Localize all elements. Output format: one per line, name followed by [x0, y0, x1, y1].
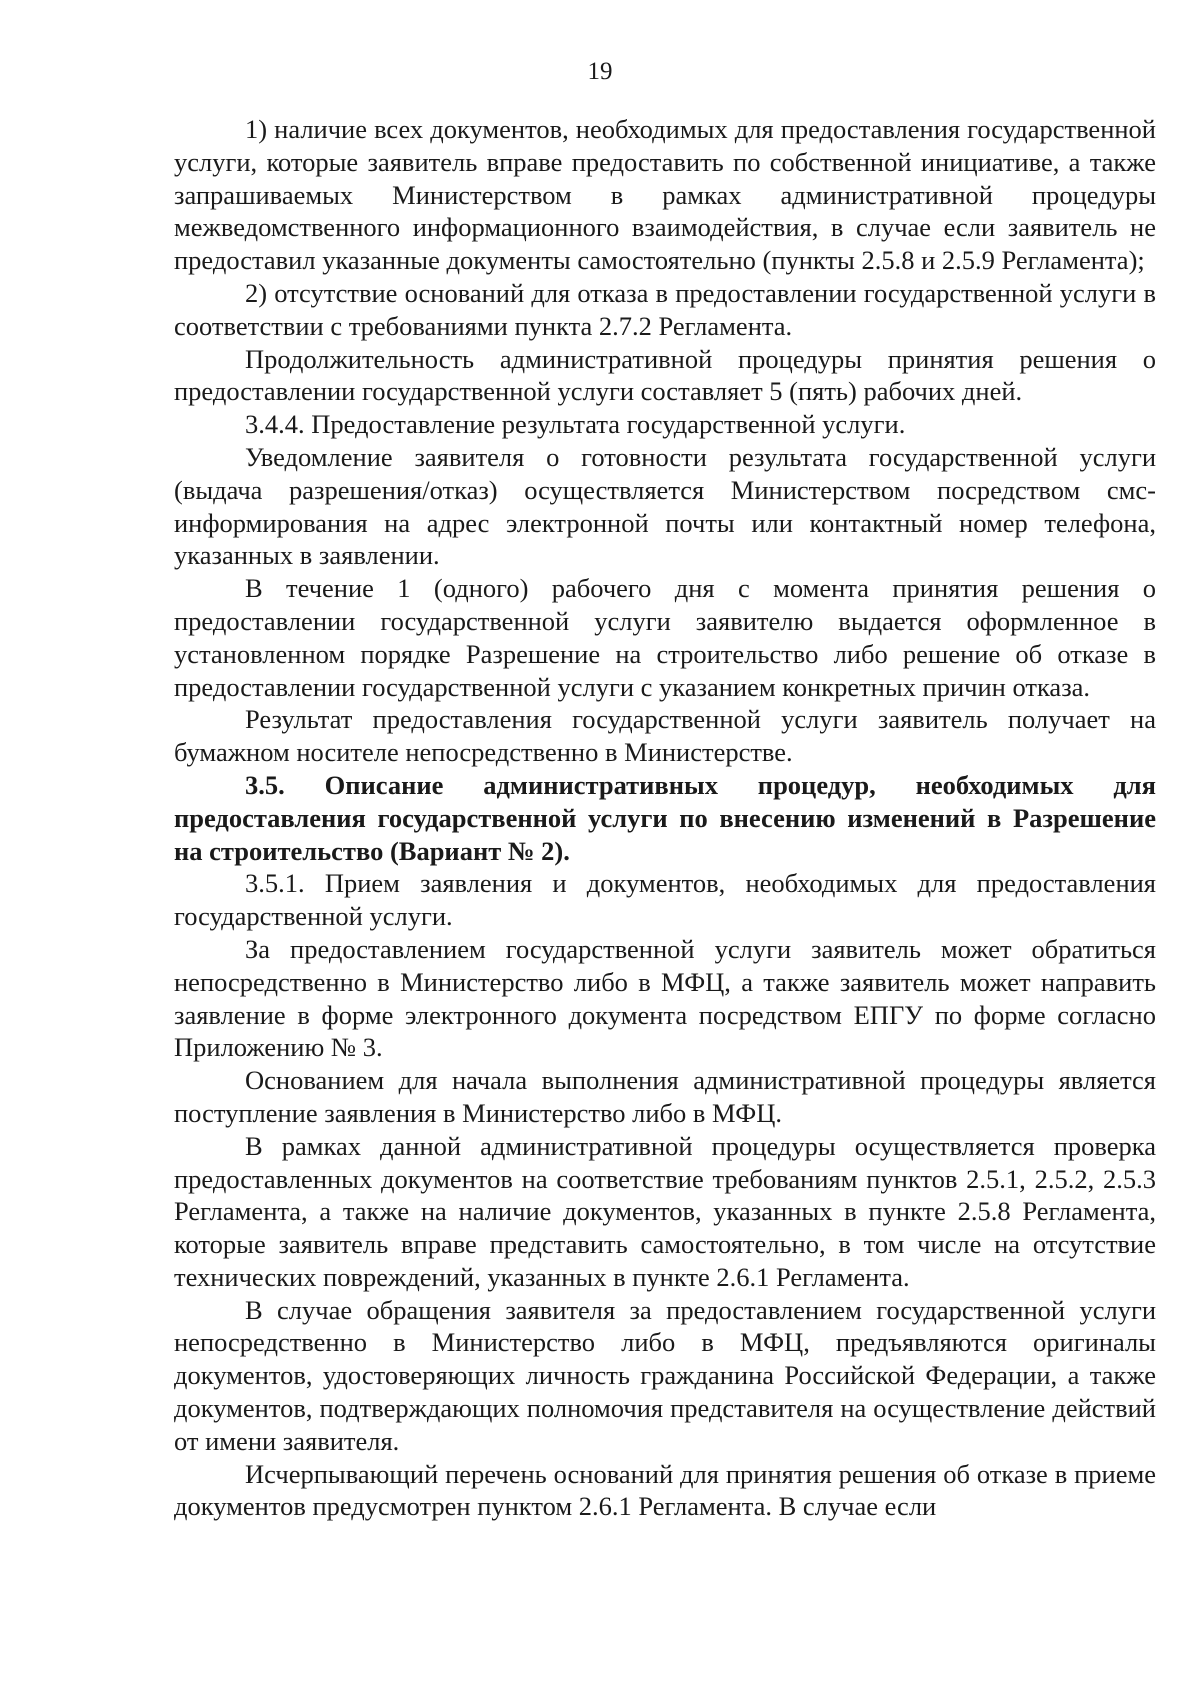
paragraph-issuance: В течение 1 (одного) рабочего дня с момента принятия решения о предоставлении государственной услуги заявителю выдается оформленное в установленном порядке Разрешение на строительство либо решение об отказе в предоставлении государственной услуги с указанием конкретных причин отказа. [174, 573, 1156, 702]
paragraph-notification: Уведомление заявителя о готовности результата государственной услуги (выдача разрешения/отказ) осуществляется Министерством посредством смс-информирования на адрес электронной почты или контактный номер телефона, указанных в заявлении. [174, 441, 1156, 571]
paragraph-originals: В случае обращения заявителя за предоставлением государственной услуги непосредственно в Министерство либо в МФЦ, предъявляются оригиналы документов, удостоверяющих личность гражданина Российской Федерации, а также документов, подтверждающих полномочия представителя на осуществление действий от имени заявителя. [174, 1294, 1156, 1456]
paragraph-item-1: 1) наличие всех документов, необходимых для предоставления государственной услуги, которые заявитель вправе предоставить по собственной инициативе, а также запрашиваемых Министерством в рамках административной процедуры межведомственного информационного взаимодействия, в случае если заявитель не предоставил указанные документы самостоятельно (пункты 2.5.8 и 2.5.9 Регламента); [174, 114, 1156, 276]
paragraph-verification: В рамках данной административной процедуры осуществляется проверка предоставленных документов на соответствие требованиям пунктов 2.5.1, 2.5.2, 2.5.3 Регламента, а также на наличие документов, указанных в пункте 2.5.8 Регламента, которые заявитель вправе представить самостоятельно, в том числе на отсутствие технических повреждений, указанных в пункте 2.6.1 Регламента. [174, 1130, 1156, 1292]
paragraph-item-2: 2) отсутствие оснований для отказа в предоставлении государственной услуги в соответствии с требованиями пункта 2.7.2 Регламента. [174, 277, 1156, 341]
paragraph-refusal-grounds: Исчерпывающий перечень оснований для принятия решения об отказе в приеме документов предусмотрен пунктом 2.6.1 Регламента. В случае если [174, 1458, 1156, 1522]
paragraph-grounds-start: Основанием для начала выполнения административной процедуры является поступление заявления в Министерство либо в МФЦ. [174, 1065, 1156, 1128]
document-body [174, 113, 1156, 1523]
paragraph-application-channels: За предоставлением государственной услуги заявитель может обратиться непосредственно в Министерство либо в МФЦ, а также заявитель может направить заявление в форме электронного документа посредством ЕПГУ по форме согласно Приложению № 3. [174, 933, 1156, 1063]
paragraph-3-5-1: 3.5.1. Прием заявления и документов, необходимых для предоставления государственной услуги. [174, 868, 1156, 932]
paragraph-duration: Продолжительность административной процедуры принятия решения о предоставлении государственной услуги составляет 5 (пять) рабочих дней. [174, 343, 1156, 407]
paragraph-3-4-4: 3.4.4. Предоставление результата государственной услуги. [245, 409, 906, 440]
page-number: 19 [587, 58, 613, 85]
paragraph-result: Результат предоставления государственной услуги заявитель получает на бумажном носителе непосредственно в Министерстве. [174, 704, 1156, 768]
section-heading-3-5: 3.5. Описание административных процедур, необходимых для предоставления государственной услуги по внесению изменений в Разрешение на строительство (Вариант № 2). [174, 769, 1156, 866]
